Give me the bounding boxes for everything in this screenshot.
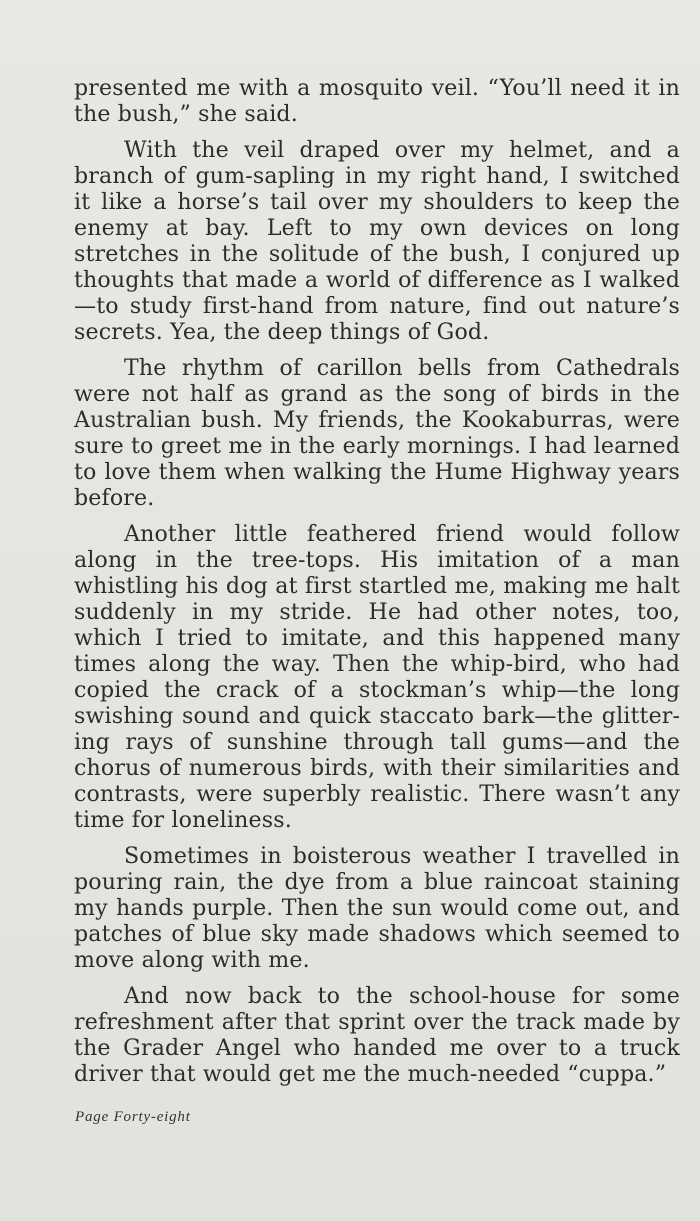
- page-body-text: [74, 75, 680, 1097]
- paragraph-3: The rhythm of carillon bells from Cathedrals were not half as grand as the song of birds in the Australian bush. My friends, the Kookaburras, were sure to greet me in the early mornings. I had learned to love them when walking the Hume Highway years before.: [74, 355, 680, 511]
- paragraph-2: With the veil draped over my helmet, and a branch of gum-sapling in my right hand, I switched it like a horse’s tail over my shoulders to keep the enemy at bay. Left to my own devices on long stretches in the solitude of the bush, I conjured up thoughts that made a world of difference as I walked —to study first-hand from nature, find out nature’s secrets. Yea, the deep things of God.: [74, 137, 680, 345]
- paragraph-6: And now back to the school-house for some refreshment after that sprint over the track made by the Grader Angel who handed me over to a truck driver that would get me the much-needed “cuppa.”: [74, 983, 680, 1087]
- paragraph-5: Sometimes in boisterous weather I travelled in pouring rain, the dye from a blue raincoat staining my hands purple. Then the sun would come out, and patches of blue sky made shadows which seemed to move along with me.: [74, 843, 680, 973]
- paragraph-1: presented me with a mosquito veil. “You’ll need it in the bush,” she said.: [74, 75, 680, 127]
- paragraph-4: Another little feathered friend would follow along in the tree-tops. His imitation of a man whistling his dog at first startled me, making me halt suddenly in my stride. He had other notes, too, which I tried to imitate, and this happened many times along the way. Then the whip-bird, who had copied the crack of a stockman’s whip—the long swishing sound and quick staccato bark—the glittering rays of sunshine through tall gums—and the chorus of numerous birds, with their similarities and contrasts, were superbly realistic. There wasn’t any time for loneliness.: [74, 521, 680, 833]
- page-number-label: Page Forty-eight: [75, 1109, 191, 1125]
